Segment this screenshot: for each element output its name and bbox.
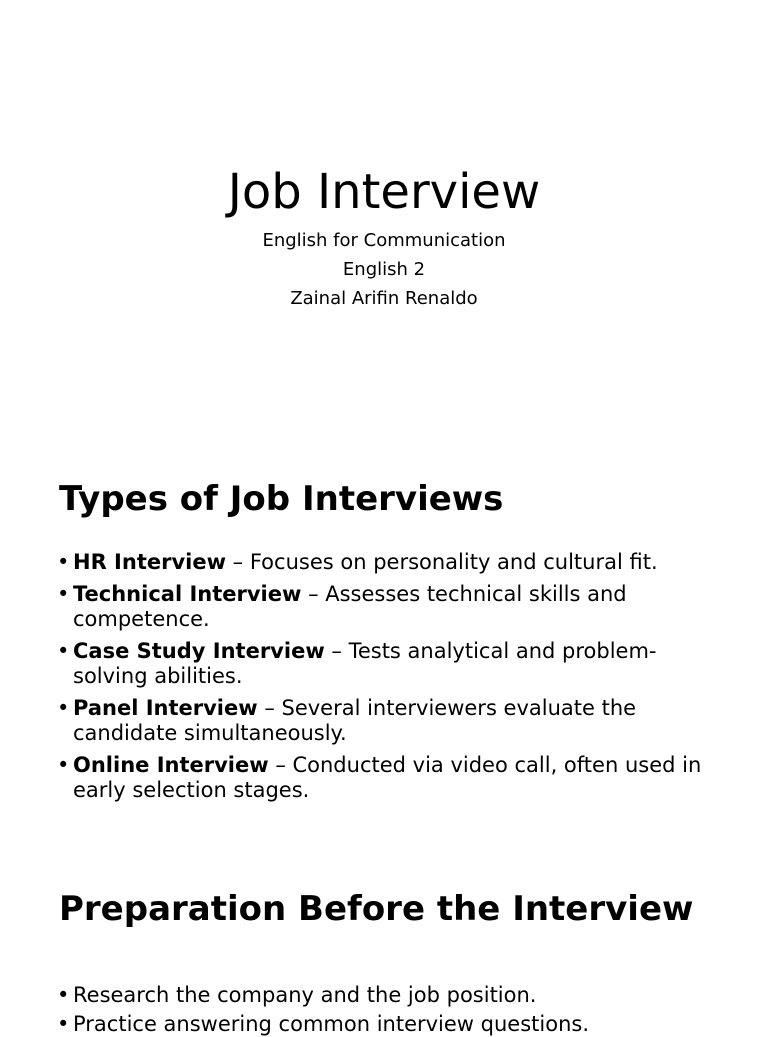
- bullet-icon: •: [57, 1012, 70, 1036]
- list-item: [57, 1012, 717, 1037]
- item-text: – Focuses on personality and cultural fit.: [226, 550, 658, 574]
- list-item: [57, 696, 717, 746]
- slide-title: Job Interview: [227, 164, 541, 220]
- item-term: HR Interview: [73, 550, 226, 574]
- subtitle-block: [0, 226, 768, 313]
- title-slide: [0, 0, 768, 430]
- list-item: [57, 753, 717, 803]
- item-term: Case Study Interview: [73, 639, 325, 663]
- list-item: [57, 639, 717, 689]
- list-item: [57, 983, 717, 1008]
- bullet-icon: •: [57, 639, 70, 663]
- item-text: – Tests analytical and problem-solving abilities.: [73, 639, 657, 688]
- types-list: [57, 550, 717, 803]
- item-text: Practice answering common interview questions.: [73, 1012, 589, 1036]
- subtitle-course: English for Communication: [262, 230, 506, 251]
- preparation-heading: Preparation Before the Interview: [59, 889, 694, 929]
- bullet-icon: •: [57, 753, 70, 777]
- preparation-list: [57, 983, 717, 1037]
- item-text: Research the company and the job position.: [73, 983, 537, 1007]
- list-item: [57, 582, 717, 632]
- bullet-icon: •: [57, 983, 70, 1007]
- subtitle-level: English 2: [342, 259, 426, 280]
- item-text: – Several interviewers evaluate the candidate simultaneously.: [73, 696, 637, 745]
- item-text: – Conducted via video call, often used in early selection stages.: [73, 753, 702, 802]
- types-heading: Types of Job Interviews: [59, 479, 504, 519]
- subtitle-author: Zainal Arifin Renaldo: [290, 288, 478, 309]
- list-item: [57, 550, 717, 575]
- item-term: Panel Interview: [73, 696, 258, 720]
- item-term: Online Interview: [73, 753, 269, 777]
- item-text: – Assesses technical skills and competence.: [73, 582, 627, 631]
- bullet-icon: •: [57, 696, 70, 720]
- bullet-icon: •: [57, 582, 70, 606]
- item-term: Technical Interview: [73, 582, 302, 606]
- bullet-icon: •: [57, 550, 70, 574]
